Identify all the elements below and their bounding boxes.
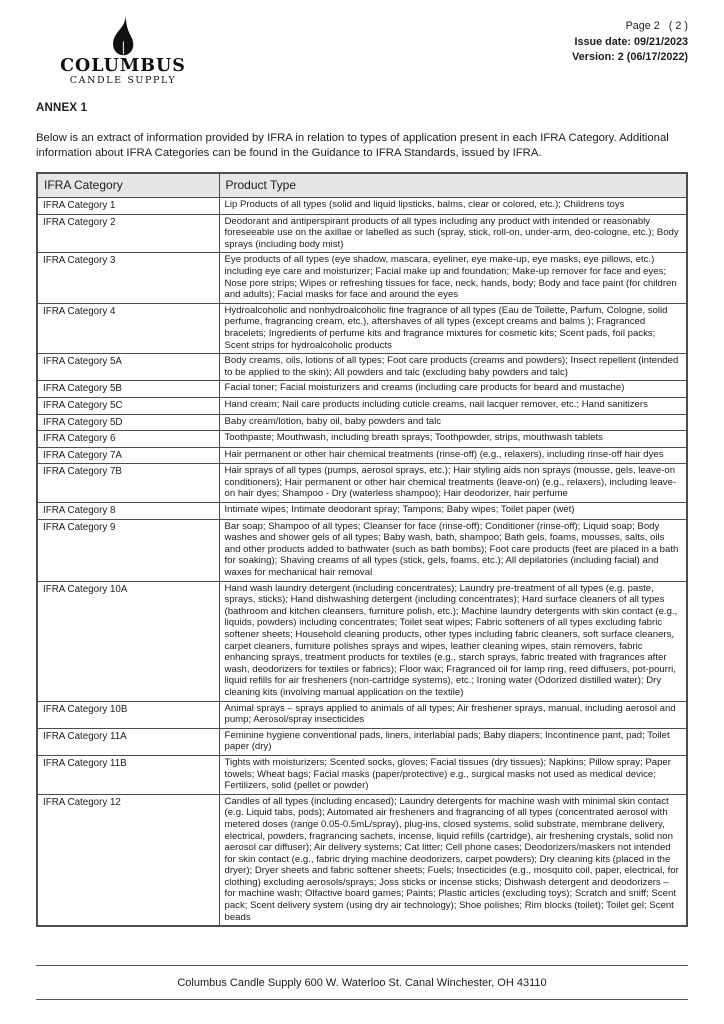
product-type-cell: Tights with moisturizers; Scented socks, gloves; Facial tissues (dry tissues); Napkins; Pillow spray; Paper towels; Wheat bags; Facial masks (paper/protective) e.g., surgical masks not used as medical device; Fertilizers, solid (pellet or powder) [219,755,687,794]
product-type-cell: Baby cream/lotion, baby oil, baby powders and talc [219,414,687,431]
version: Version: 2 (06/17/2022) [572,51,688,63]
product-type-cell: Bar soap; Shampoo of all types; Cleanser for face (rinse-off); Conditioner (rinse-off); Liquid soap; Body washes and shower gels of all types; Baby wash, bath, shampoo; Bath gels, foams, mousses, salts, oils and other products added to bathwater (such as bath bombs); Foot care products (feet are placed in a bath for soaking); Shaving creams of all types (stick, gels, foams, etc.); All depilatories (including facial) and waxes for mechanical hair removal [219,519,687,581]
product-type-cell: Hydroalcoholic and nonhydroalcoholic fine fragrance of all types (Eau de Toilette, Parfum, Cologne, solid perfume, fragrancing cream, etc.), aftershaves of all types (except creams and balms ); Fragranced bracelets; Ingredients of perfume kits and fragrance mixtures for cosmetic kits; Scent pads, foil packs; Scent strips for hydroalcoholic products [219,303,687,353]
table-row [37,701,687,728]
ifra-category-table [36,172,688,927]
logo-name: COLUMBUS [60,56,186,76]
ifra-category-cell: IFRA Category 3 [37,253,219,303]
product-type-cell: Deodorant and antiperspirant products of all types including any product with intended or reasonably foreseeable use on the axillae or labelled as such (spray, stick, roll-on, under-arm, deo-cologne, etc.); Body sprays (including body mist) [219,214,687,253]
table-row [37,397,687,414]
table-row [37,431,687,448]
page-number: Page 2 ( 2 ) [625,20,688,32]
column-header-product-type: Product Type [219,173,687,198]
product-type-cell: Eye products of all types (eye shadow, mascara, eyeliner, eye make-up, eye masks, eye pillows, etc.) including eye care and moisturizer; Facial make up and foundation; Make-up remover for face and eyes; Nose pore strips; Wipes or refreshing tissues for face, neck, hands, body; Body and face paint (for children and adults); Facial masks for face and around the eyes [219,253,687,303]
ifra-category-cell: IFRA Category 9 [37,519,219,581]
product-type-cell: Feminine hygiene conventional pads, liners, interlabial pads; Baby diapers; Incontinence pant, pad; Toilet paper (dry) [219,728,687,755]
ifra-category-cell: IFRA Category 11B [37,755,219,794]
ifra-category-cell: IFRA Category 11A [37,728,219,755]
table-row [37,303,687,353]
annex-title: ANNEX 1 [36,102,88,114]
ifra-category-cell: IFRA Category 7B [37,464,219,503]
product-type-cell: Toothpaste; Mouthwash, including breath sprays; Toothpowder, strips, mouthwash tablets [219,431,687,448]
ifra-category-cell: IFRA Category 5D [37,414,219,431]
ifra-category-cell: IFRA Category 7A [37,447,219,464]
ifra-category-cell: IFRA Category 12 [37,794,219,926]
table-row [37,794,687,926]
table-body [37,198,687,927]
ifra-category-cell: IFRA Category 1 [37,198,219,215]
table-row [37,214,687,253]
product-type-cell: Animal sprays – sprays applied to animals of all types; Air freshener sprays, manual, including aerosol and pump; Aerosol/spray insecticides [219,701,687,728]
ifra-category-cell: IFRA Category 5A [37,354,219,381]
page-header [36,14,688,86]
table-row [37,447,687,464]
flame-icon [48,14,198,56]
table-row [37,414,687,431]
footer-address: Columbus Candle Supply 600 W. Waterloo St. Canal Winchester, OH 43110 [177,977,547,989]
page-footer [36,965,688,1000]
product-type-cell: Candles of all types (including encased); Laundry detergents for machine wash with minimal skin contact (e.g. Liquid tabs, pods); Automated air fresheners and fragrancing of all types (concentrated aerosol with metered doses (range 0.05-0.5mL/spray), plug-ins, closed systems, solid substrate, membrane delivery, electrical, powders, fragrancing sachets, incense, liquid refills (cartridge), air freshening crystals, solid non aerosol car diffuser); Air delivery systems; Cat litter; Cell phone cases; Deodorizers/maskers not intended for skin contact (e.g., fabric drying machine deodorizers, carpet powders); Dry cleaning kits (placed in the dryer); Dryer sheets and fabric softener sheets; Fuels; Insecticides (e.g., mosquito coil, paper, electrical, for clothing) excluding aerosols/sprays; Joss sticks or incense sticks; Dishwash detergent and deodorizers – for machine wash; Olfactive board games; Paints; Plastic articles (excluding toys); Scratch and sniff; Scent pack; Scent delivery system (using dry air technology); Shoe polishes; Rim blocks (toilet); Toilet gel; Scent beads [219,794,687,926]
ifra-category-cell: IFRA Category 5C [37,397,219,414]
table-row [37,728,687,755]
table-row [37,519,687,581]
product-type-cell: Body creams, oils, lotions of all types; Foot care products (creams and powders); Insect repellent (intended to be applied to the skin); All powders and talc (excluding baby powders and talc) [219,354,687,381]
product-type-cell: Facial toner; Facial moisturizers and creams (including care products for beard and mustache) [219,381,687,398]
table-row [37,253,687,303]
table-row [37,503,687,520]
company-logo [48,14,198,86]
ifra-category-cell: IFRA Category 6 [37,431,219,448]
table-row [37,381,687,398]
document-meta [572,14,688,66]
table-row [37,198,687,215]
product-type-cell: Hair permanent or other hair chemical treatments (rinse-off) (e.g., relaxers), including rinse-off hair dyes [219,447,687,464]
ifra-category-cell: IFRA Category 8 [37,503,219,520]
ifra-category-cell: IFRA Category 10A [37,581,219,701]
ifra-category-cell: IFRA Category 4 [37,303,219,353]
table-row [37,581,687,701]
product-type-cell: Lip Products of all types (solid and liquid lipsticks, balms, clear or colored, etc.); Childrens toys [219,198,687,215]
issue-date: Issue date: 09/21/2023 [574,35,688,48]
column-header-ifra-category: IFRA Category [37,173,219,198]
ifra-category-cell: IFRA Category 2 [37,214,219,253]
ifra-category-cell: IFRA Category 10B [37,701,219,728]
table-row [37,464,687,503]
table-header-row [37,173,687,198]
logo-subname: CANDLE SUPPLY [69,75,177,86]
product-type-cell: Intimate wipes; Intimate deodorant spray; Tampons; Baby wipes; Toilet paper (wet) [219,503,687,520]
table-row [37,354,687,381]
product-type-cell: Hand cream; Nail care products including cuticle creams, nail lacquer remover, etc.; Hand sanitizers [219,397,687,414]
intro-paragraph: Below is an extract of information provided by IFRA in relation to types of application present in each IFRA Category. Additional information about IFRA Categories can be found in the Guidance to IFRA Standards, issued by IFRA. [36,132,669,159]
table-row [37,755,687,794]
product-type-cell: Hair sprays of all types (pumps, aerosol sprays, etc.); Hair styling aids non sprays (mousse, gels, leave-on conditioners); Hair permanent or other hair chemical treatments (leave-on) (e.g., relaxers), including leave-on hair dyes; Shampoo - Dry (waterless shampoo); Hair deodorizer, hair perfume [219,464,687,503]
ifra-category-cell: IFRA Category 5B [37,381,219,398]
product-type-cell: Hand wash laundry detergent (including concentrates); Laundry pre-treatment of all types (e.g. paste, sprays, sticks); Hand dishwashing detergent (including concentrates); Hard surface cleaners of all types (bathroom and kitchen cleansers, furniture polish, etc.); Machine laundry detergents with skin contact (e.g., liquids, powders) including concentrates; Toilet seat wipes; Fabric softeners of all types excluding fabric softener sheets; Household cleaning products, other types including fabric cleaners, soft surface cleaners, carpet cleaners, furniture polishes sprays and wipes, leather cleaning wipes, stain removers, fabric enhancing sprays, treatment products for textiles (e.g., starch sprays, fabric treated with fragrances after wash, deodorizers for textiles or fabrics); Floor wax; Fragranced oil for lamp ring, reed diffusers, pot-pourri, liquid refills for air fresheners (non-cartridge systems), etc.; Ironing water (Odorized distilled water); Dry cleaning kits (involving manual application on the textile) [219,581,687,701]
